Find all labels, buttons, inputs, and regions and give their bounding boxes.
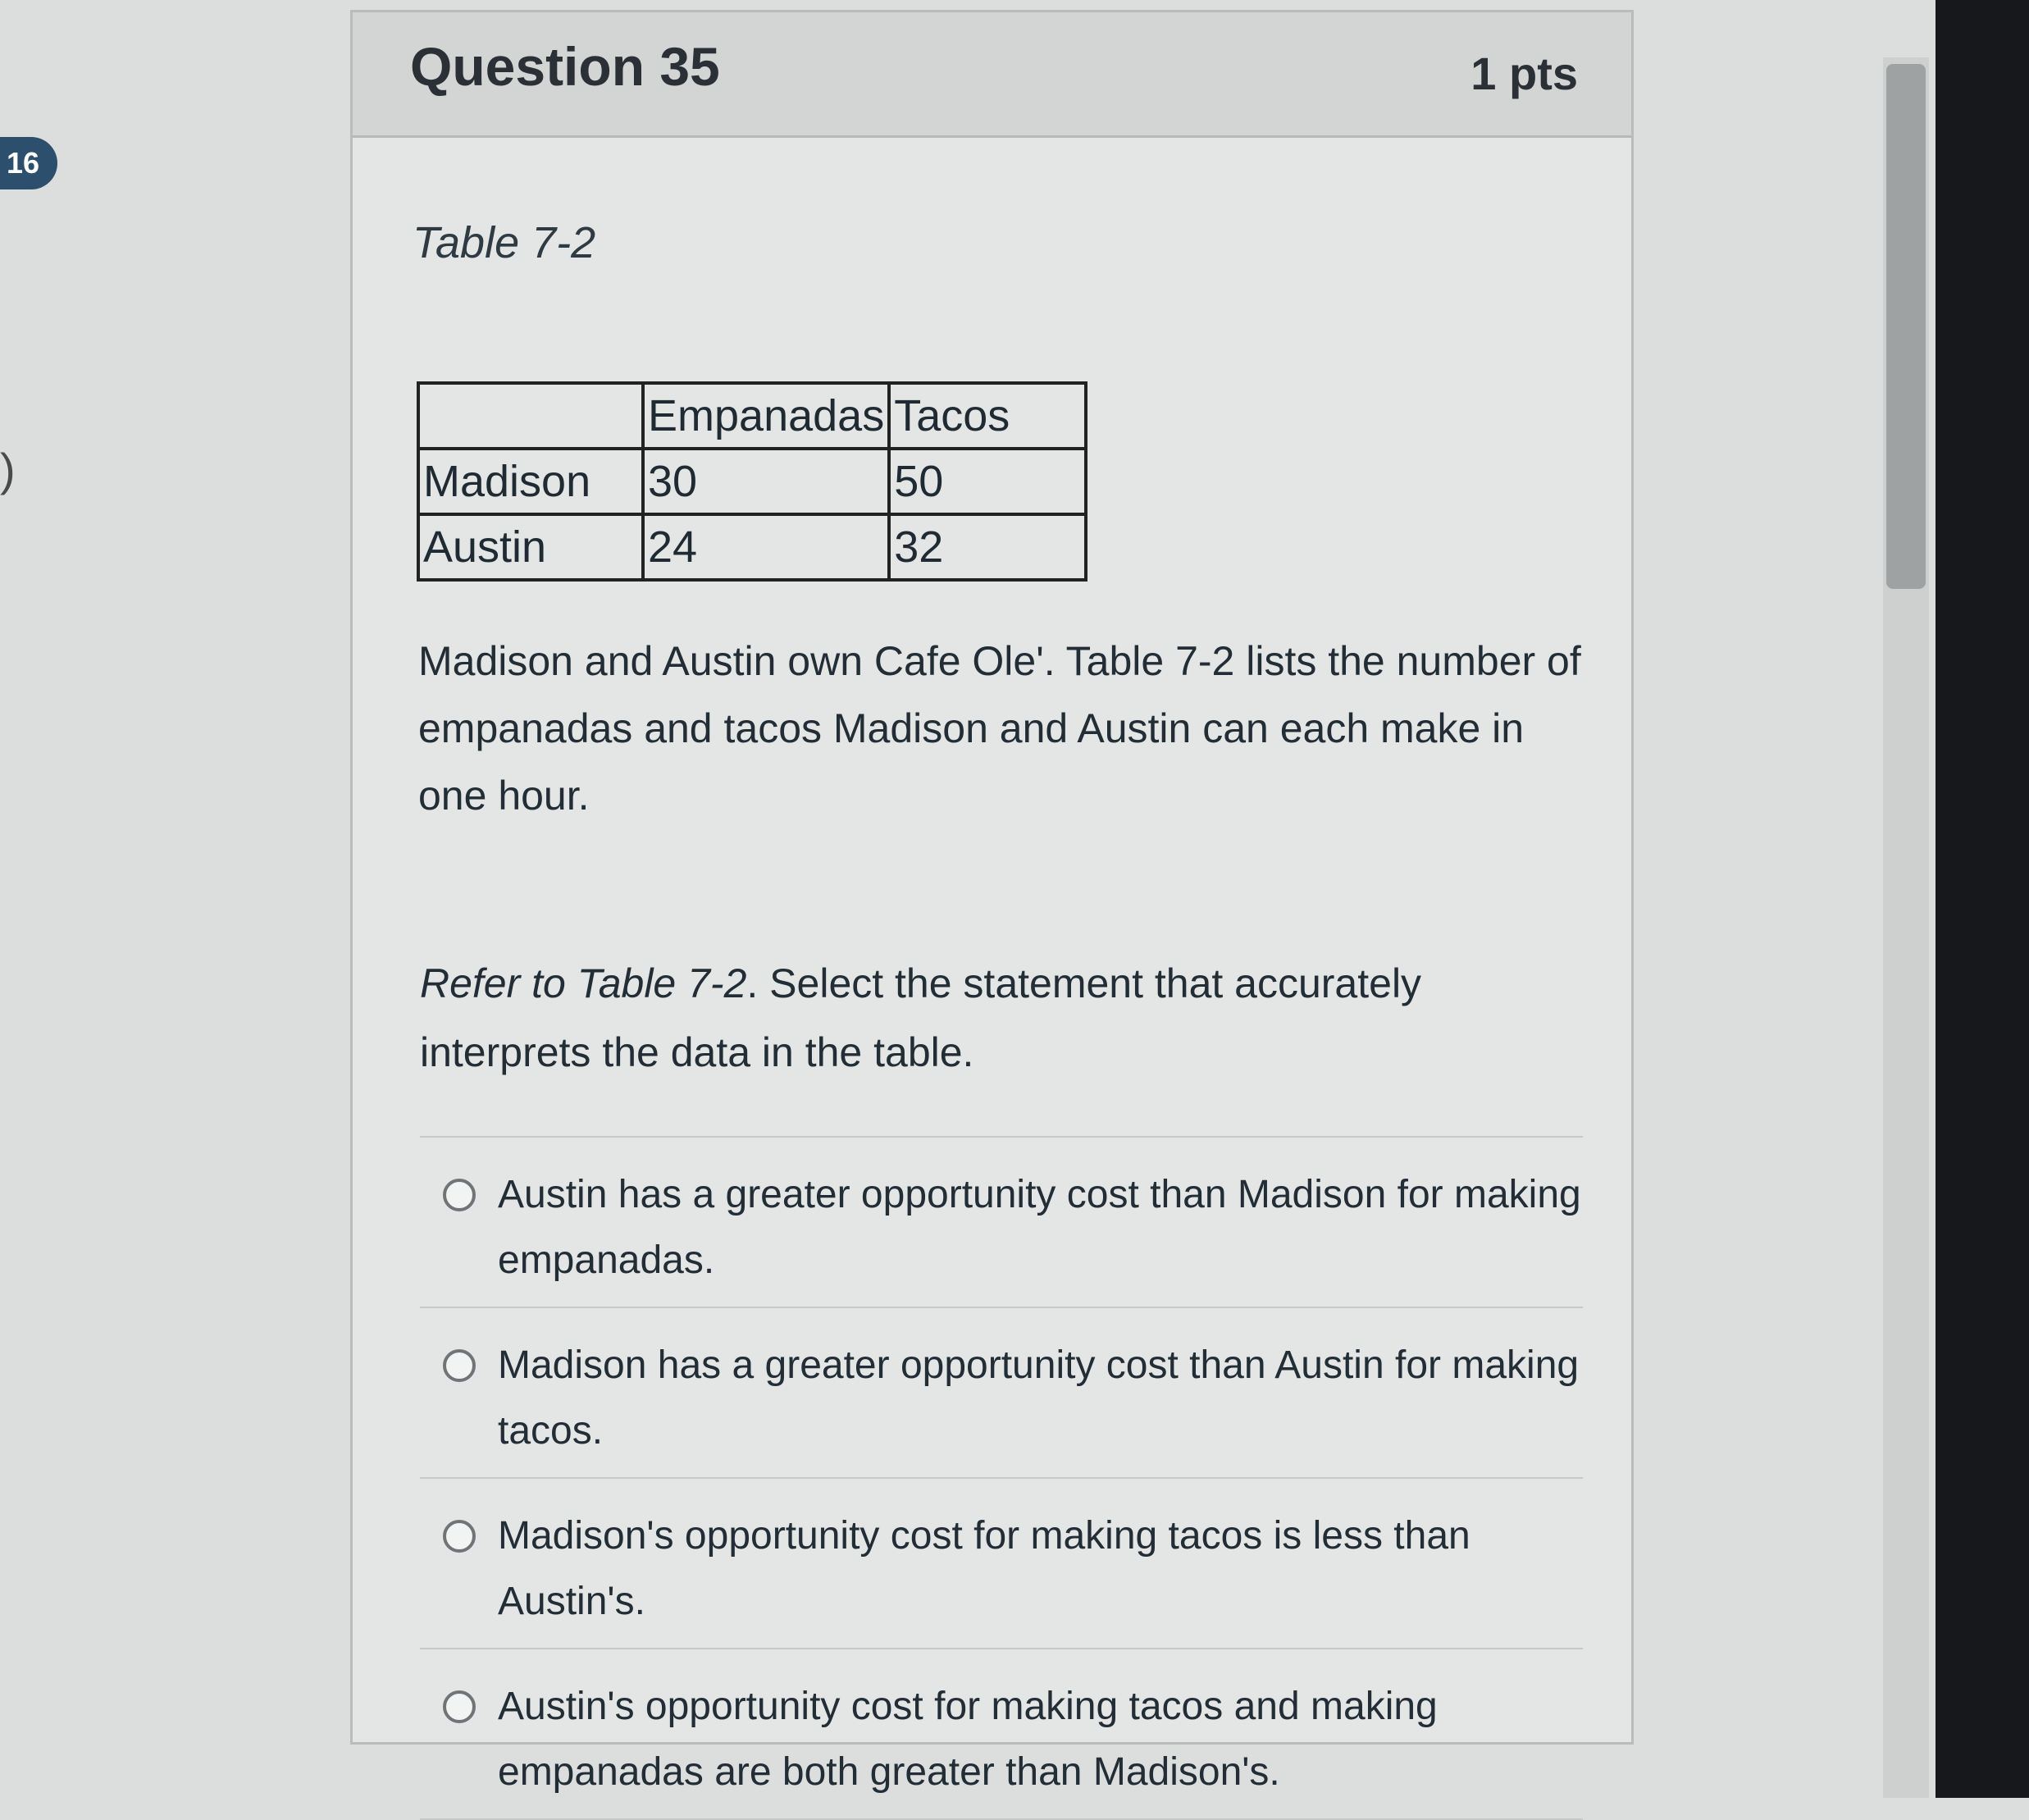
answer-option[interactable]	[420, 1138, 1583, 1308]
radio-button[interactable]	[443, 1349, 476, 1382]
production-table	[417, 381, 1087, 582]
question-header	[353, 12, 1631, 138]
nav-fragment: )	[0, 444, 16, 495]
answer-option[interactable]	[420, 1479, 1583, 1649]
question-title: Question 35	[410, 36, 720, 97]
radio-button[interactable]	[443, 1690, 476, 1723]
question-card	[350, 10, 1634, 1794]
table-header-cell: Empanadas	[643, 383, 889, 449]
radio-button[interactable]	[443, 1520, 476, 1553]
monitor-bezel	[1936, 0, 2029, 1798]
prompt-text: . Select the statement that accurately interprets the data in the table.	[420, 960, 1422, 1075]
table-cell: 24	[643, 514, 889, 580]
page-scrollbar-thumb[interactable]	[1886, 64, 1926, 589]
table-caption: Table 7-2	[413, 218, 596, 267]
answer-label[interactable]: Madison's opportunity cost for making tacos is less than Austin's.	[498, 1514, 1470, 1623]
radio-button[interactable]	[443, 1179, 476, 1211]
table-header-row	[418, 383, 1086, 449]
answer-label[interactable]: Madison has a greater opportunity cost than Austin for making tacos.	[498, 1343, 1580, 1453]
table-header-cell: Tacos	[889, 383, 1086, 449]
question-nav-number: 16	[6, 146, 39, 180]
table-cell: 32	[889, 514, 1086, 580]
table-cell: Austin	[418, 514, 643, 580]
table-cell: 50	[889, 449, 1086, 514]
answer-option[interactable]	[420, 1649, 1583, 1820]
table-cell: 30	[643, 449, 889, 514]
question-passage: Madison and Austin own Cafe Ole'. Table 7-2 lists the number of empanadas and tacos Madison and Austin can each make in one hour.	[418, 638, 1581, 819]
answer-label[interactable]: Austin's opportunity cost for making tacos and making empanadas are both greater than Madison's.	[498, 1685, 1438, 1794]
answer-list	[420, 1136, 1583, 1820]
answer-label[interactable]: Austin has a greater opportunity cost than Madison for making empanadas.	[498, 1173, 1581, 1282]
prompt-table-reference: Refer to Table 7-2	[420, 960, 747, 1006]
table-row	[418, 449, 1086, 514]
table-cell: Madison	[418, 449, 643, 514]
question-points: 1 pts	[1470, 48, 1578, 99]
table-header-cell	[418, 383, 643, 449]
question-prompt	[420, 949, 1486, 1087]
question-nav-badge[interactable]	[0, 137, 57, 189]
answer-option[interactable]	[420, 1308, 1583, 1479]
table-row	[418, 514, 1086, 580]
